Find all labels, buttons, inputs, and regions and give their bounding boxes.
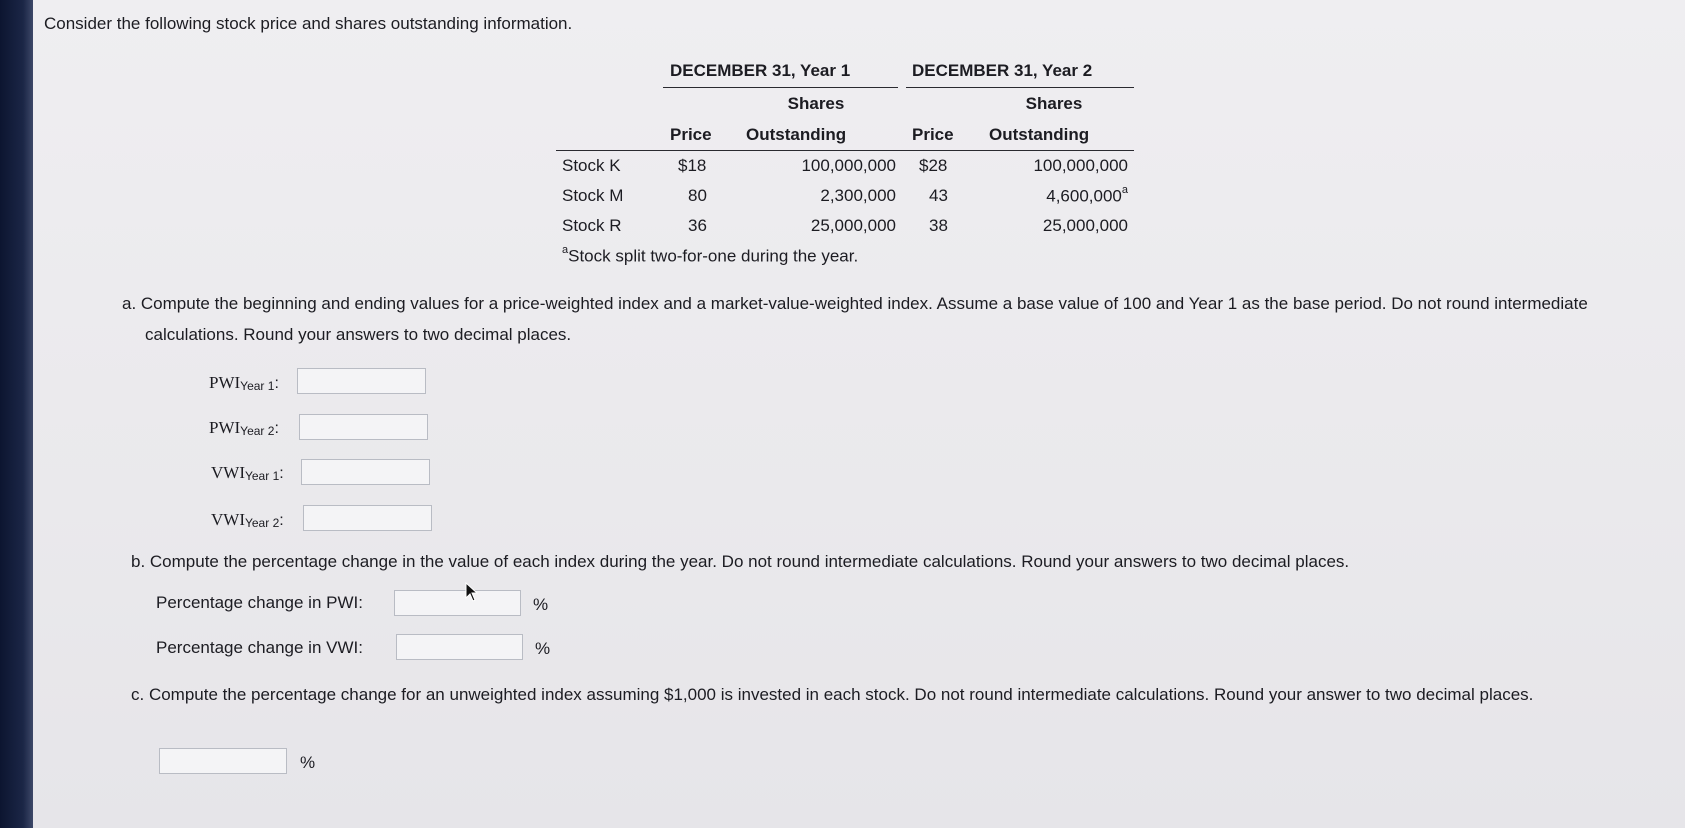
vwi-percent-sign: % <box>535 639 551 658</box>
row-r-price-y2: 38 <box>929 216 948 235</box>
row-r-shares-y2: 25,000,000 <box>1042 216 1128 235</box>
year1-header-rule <box>663 87 898 88</box>
part-b-text: b. Compute the percentage change in the value of each index during the year. Do not round intermediate calculations. Round your answers to two decimal places. <box>131 552 1350 571</box>
year2-shares-label: Shares <box>1025 94 1083 113</box>
year2-header-rule <box>906 87 1134 88</box>
pwi-year2-colon: : <box>274 420 279 437</box>
year2-price-label: Price <box>912 125 954 144</box>
intro-text: Consider the following stock price and shares outstanding information. <box>44 14 573 33</box>
part-a-text: a. Compute the beginning and ending values for a price-weighted index and a market-value-weighted index. Assume a base value of 100 and Year 1 as the base period. Do not round intermediate calculations. Round your answers to two decimal places. <box>122 294 1588 344</box>
row-m-shares-y2-value: 4,600,000 <box>1046 186 1122 206</box>
year1-outstanding-label: Outstanding <box>746 125 847 144</box>
pwi-change-input[interactable] <box>394 590 521 616</box>
mouse-pointer-icon <box>465 582 479 602</box>
pwi-percent-sign: % <box>533 595 549 614</box>
vwi-year1-main: VWI <box>211 463 245 482</box>
pwi-year1-sub: Year 1 <box>240 379 275 393</box>
stock-table <box>556 56 1136 276</box>
row-k-price-y2: $28 <box>919 156 948 175</box>
row-m-shares-y1: 2,300,000 <box>820 186 896 205</box>
unweighted-percent-sign: % <box>300 753 316 772</box>
row-name-m: Stock M <box>562 186 624 205</box>
row-m-shares-y2 <box>976 186 1128 207</box>
part-c-question <box>131 679 1631 710</box>
row-k-shares-y2: 100,000,000 <box>1033 156 1128 175</box>
pwi-year1-label <box>209 373 279 393</box>
year2-header: DECEMBER 31, Year 2 <box>912 61 1093 80</box>
row-k-shares-y1: 100,000,000 <box>801 156 896 175</box>
year2-outstanding-label: Outstanding <box>989 125 1090 144</box>
year1-shares-label: Shares <box>787 94 845 113</box>
row-m-price-y1: 80 <box>688 186 707 205</box>
vwi-year1-input[interactable] <box>301 459 430 485</box>
row-k-price-y1: $18 <box>678 156 707 175</box>
row-r-shares-y1: 25,000,000 <box>810 216 896 235</box>
vwi-year2-input[interactable] <box>303 505 432 531</box>
unweighted-change-input[interactable] <box>159 748 287 774</box>
vwi-year1-colon: : <box>279 465 284 482</box>
row-m-price-y2: 43 <box>929 186 948 205</box>
year1-price-label: Price <box>670 125 712 144</box>
vwi-year2-label <box>211 510 284 530</box>
footnote-text: Stock split two-for-one during the year. <box>568 246 859 266</box>
pwi-year1-colon: : <box>274 375 279 392</box>
year1-header: DECEMBER 31, Year 1 <box>670 61 851 80</box>
pwi-year2-main: PWI <box>209 418 241 437</box>
pwi-year1-main: PWI <box>209 373 241 392</box>
vwi-year2-sub: Year 2 <box>244 516 280 530</box>
pwi-year2-input[interactable] <box>299 414 428 440</box>
footnote-marker: a <box>1121 184 1128 196</box>
pwi-year2-label <box>209 418 279 438</box>
vwi-year1-sub: Year 1 <box>244 469 280 483</box>
vwi-year1-label <box>211 463 284 483</box>
vwi-change-label: Percentage change in VWI: <box>156 638 363 657</box>
row-r-price-y1: 36 <box>688 216 707 235</box>
vwi-year2-colon: : <box>279 512 284 529</box>
row-name-k: Stock K <box>562 156 621 175</box>
pwi-year2-sub: Year 2 <box>240 424 275 438</box>
part-a-question <box>122 288 1642 350</box>
footnote-marker-2: a <box>562 244 569 256</box>
pwi-year1-input[interactable] <box>297 368 426 394</box>
table-footnote <box>562 246 858 267</box>
column-header-rule <box>556 150 1134 151</box>
vwi-change-input[interactable] <box>396 634 523 660</box>
row-name-r: Stock R <box>562 216 622 235</box>
pwi-change-label: Percentage change in PWI: <box>156 593 363 612</box>
vwi-year2-main: VWI <box>211 510 245 529</box>
left-edge-bar <box>0 0 33 828</box>
part-c-text: c. Compute the percentage change for an unweighted index assuming $1,000 is invested in each stock. Do not round intermediate calculations. Round your answer to two decimal places. <box>131 685 1534 704</box>
